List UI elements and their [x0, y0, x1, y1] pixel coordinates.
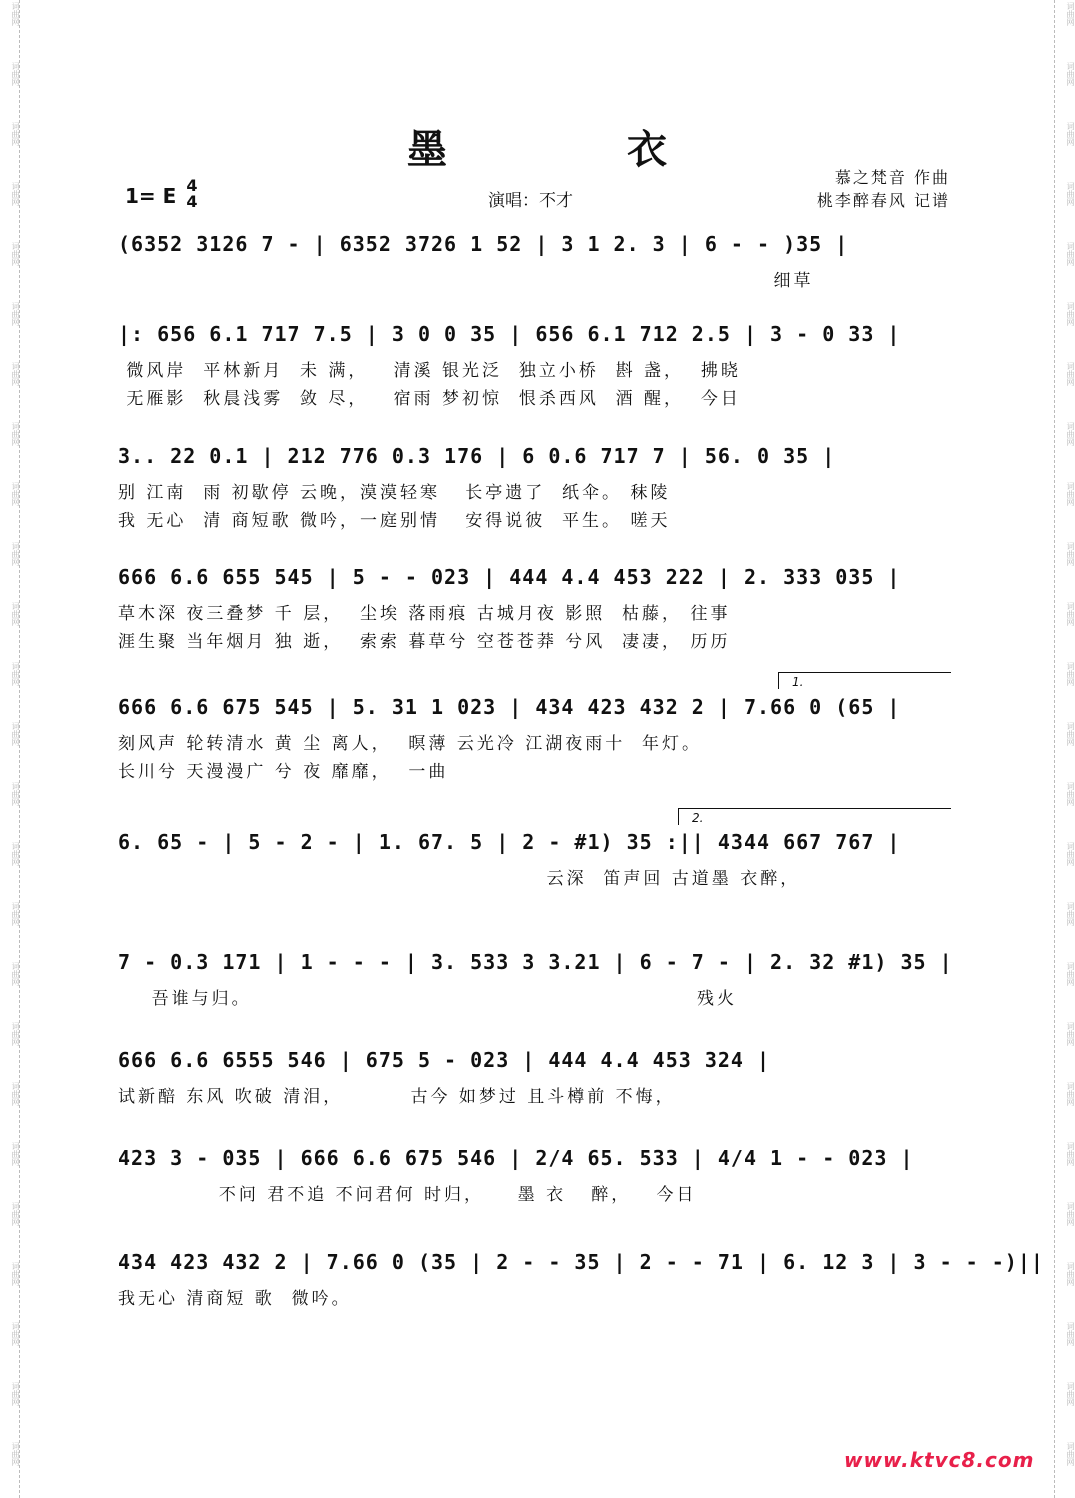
notation-line: 434 423 432 2 | 7.66 0 (35 | 2 - - 35 | 2 - - 71 | 6. 12 3 | 3 - - -)||	[118, 1250, 1044, 1274]
watermark-glyph: 词曲网	[1066, 1142, 1075, 1166]
watermark-glyph: 词曲网	[1066, 962, 1075, 986]
watermark-glyph: 词曲网	[1066, 602, 1075, 626]
notation-line: (6352 3126 7 - | 6352 3726 1 52 | 3 1 2. 3 | 6 - - )35 |	[118, 232, 849, 256]
watermark-glyph: 词曲网	[1066, 182, 1075, 206]
notation-line: 7 - 0.3 171 | 1 - - - | 3. 533 3 3.21 | 6 - 7 - | 2. 32 #1) 35 |	[118, 950, 953, 974]
watermark-glyph: 词曲网	[1066, 62, 1075, 86]
volta-label-1: 1.	[792, 675, 804, 689]
watermark-glyph: 词曲网	[11, 1262, 20, 1286]
watermark-glyph: 词曲网	[11, 602, 20, 626]
notation-line: 666 6.6 675 545 | 5. 31 1 023 | 434 423 432 2 | 7.66 0 (65 |	[118, 695, 901, 719]
watermark-glyph: 词曲网	[1066, 122, 1075, 146]
lyric-line-2: 无雁影 秋晨浅雾 敛 尽， 宿雨 梦初惊 恨杀西风 酒 醒， 今日	[118, 389, 741, 409]
watermark-glyph: 词曲网	[11, 1382, 20, 1406]
watermark-glyph: 词曲网	[1066, 422, 1075, 446]
lyric-line-1: 细草	[118, 271, 814, 291]
volta-bracket-2	[678, 808, 951, 825]
key-signature: 1= E	[125, 184, 177, 208]
watermark-glyph: 词曲网	[1066, 902, 1075, 926]
notation-line: 3.. 22 0.1 | 212 776 0.3 176 | 6 0.6 717 7 | 56. 0 35 |	[118, 444, 836, 468]
watermark-glyph: 词曲网	[11, 62, 20, 86]
singer-credit: 演唱：不才	[488, 191, 573, 211]
watermark-glyph: 词曲网	[1066, 1202, 1075, 1226]
watermark-glyph: 词曲网	[11, 1142, 20, 1166]
notation-line: |: 656 6.1 717 7.5 | 3 0 0 35 | 656 6.1 712 2.5 | 3 - 0 33 |	[118, 322, 901, 346]
watermark-glyph: 词曲网	[1066, 302, 1075, 326]
notation-line: 423 3 - 035 | 666 6.6 675 546 | 2/4 65. 533 | 4/4 1 - - 023 |	[118, 1146, 914, 1170]
transcriber-credit: 桃李醉春风 记谱	[816, 191, 950, 210]
watermark-glyph: 词曲网	[11, 182, 20, 206]
lyric-line-1: 别 江南 雨 初歇停 云晚，漠漠轻寒 长亭遗了 纸伞。 秣陵	[118, 483, 671, 503]
site-watermark: www.ktvc8.com	[844, 1448, 1035, 1472]
watermark-glyph: 词曲网	[11, 2, 20, 26]
time-signature-bottom: 4	[186, 192, 198, 211]
watermark-glyph: 词曲网	[11, 902, 20, 926]
watermark-glyph: 词曲网	[11, 1442, 20, 1466]
watermark-strip-left	[0, 0, 20, 1498]
watermark-glyph: 词曲网	[1066, 482, 1075, 506]
watermark-glyph: 词曲网	[1066, 1022, 1075, 1046]
notation-line: 666 6.6 655 545 | 5 - - 023 | 444 4.4 453 222 | 2. 333 035 |	[118, 565, 901, 589]
watermark-glyph: 词曲网	[11, 1202, 20, 1226]
watermark-glyph: 词曲网	[1066, 842, 1075, 866]
song-title: 墨 衣	[407, 126, 737, 173]
watermark-glyph: 词曲网	[1066, 662, 1075, 686]
lyric-line-1: 吾谁与归。 残火	[118, 989, 738, 1009]
lyric-line-1: 不问 君不追 不问君何 时归， 墨 衣 醉， 今日	[118, 1185, 697, 1205]
watermark-glyph: 词曲网	[11, 1322, 20, 1346]
lyric-line-1: 我无心 清商短 歌 微吟。	[118, 1289, 352, 1309]
lyric-line-1: 草木深 夜三叠梦 千 层， 尘埃 落雨痕 古城月夜 影照 枯藤， 往事	[118, 604, 731, 624]
watermark-glyph: 词曲网	[11, 302, 20, 326]
time-signature-top: 4	[186, 176, 198, 195]
lyric-line-2: 长川兮 天漫漫广 兮 夜 靡靡， 一曲	[118, 762, 449, 782]
watermark-strip-right	[1054, 0, 1074, 1498]
watermark-glyph: 词曲网	[11, 242, 20, 266]
volta-label-2: 2.	[692, 811, 704, 825]
watermark-glyph: 词曲网	[1066, 782, 1075, 806]
watermark-glyph: 词曲网	[11, 842, 20, 866]
watermark-glyph: 词曲网	[11, 362, 20, 386]
watermark-glyph: 词曲网	[11, 1022, 20, 1046]
watermark-glyph: 词曲网	[11, 122, 20, 146]
volta-bracket-1	[778, 672, 951, 689]
composer-credit: 慕之梵音 作曲	[834, 168, 950, 187]
watermark-glyph: 词曲网	[1066, 362, 1075, 386]
lyric-line-2: 涯生聚 当年烟月 独 逝， 索索 暮草兮 空苍苍莽 兮风 凄凄， 历历	[118, 632, 731, 652]
watermark-glyph: 词曲网	[11, 1082, 20, 1106]
watermark-glyph: 词曲网	[11, 482, 20, 506]
watermark-glyph: 词曲网	[11, 782, 20, 806]
lyric-line-1: 微风岸 平林新月 未 满， 清溪 银光泛 独立小桥 斟 盏， 拂晓	[118, 361, 741, 381]
watermark-glyph: 词曲网	[1066, 1442, 1075, 1466]
time-signature	[182, 178, 202, 210]
lyric-line-2: 我 无心 清 商短歌 微吟，一庭别情 安得说彼 平生。 嗟天	[118, 511, 671, 531]
notation-line: 666 6.6 6555 546 | 675 5 - 023 | 444 4.4 453 324 |	[118, 1048, 771, 1072]
watermark-glyph: 词曲网	[1066, 1262, 1075, 1286]
lyric-line-1: 刻风声 轮转清水 黄 尘 离人， 暝薄 云光冷 江湖夜雨十 年灯。	[118, 734, 703, 754]
watermark-glyph: 词曲网	[1066, 1382, 1075, 1406]
watermark-glyph: 词曲网	[11, 662, 20, 686]
watermark-glyph: 词曲网	[11, 722, 20, 746]
notation-line: 6. 65 - | 5 - 2 - | 1. 67. 5 | 2 - #1) 35 :|| 4344 667 767 |	[118, 830, 901, 854]
watermark-glyph: 词曲网	[1066, 2, 1075, 26]
lyric-line-1: 云深 笛声回 古道墨 衣醉，	[118, 869, 801, 889]
watermark-glyph: 词曲网	[1066, 722, 1075, 746]
watermark-glyph: 词曲网	[1066, 1322, 1075, 1346]
watermark-glyph: 词曲网	[11, 422, 20, 446]
watermark-glyph: 词曲网	[1066, 542, 1075, 566]
watermark-glyph: 词曲网	[1066, 1082, 1075, 1106]
watermark-glyph: 词曲网	[11, 962, 20, 986]
lyric-line-1: 试新醅 东风 吹破 清泪， 古今 如梦过 且斗樽前 不悔，	[118, 1087, 676, 1107]
watermark-glyph: 词曲网	[1066, 242, 1075, 266]
watermark-glyph: 词曲网	[11, 542, 20, 566]
